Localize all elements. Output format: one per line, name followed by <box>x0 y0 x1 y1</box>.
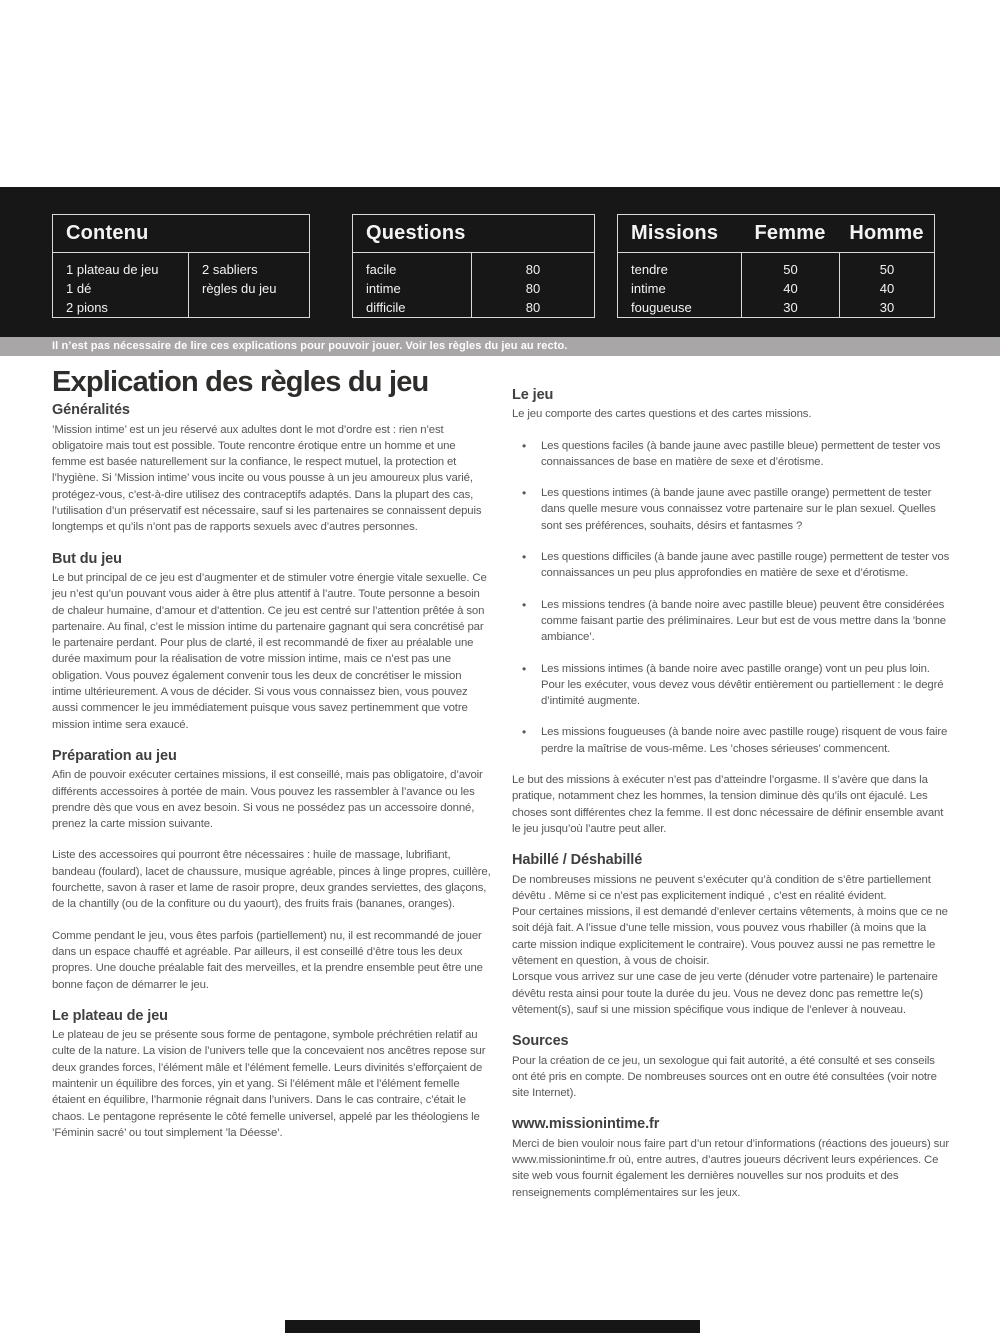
section-heading: www.missionintime.fr <box>512 1116 660 1133</box>
questions-body <box>353 253 594 317</box>
right-sections <box>512 387 952 1201</box>
list-item: • Les questions faciles (à bande jaune avec pastille bleue) permettent de tester vos connaissances de base en matière de sexe et d’érotisme. <box>512 438 952 471</box>
section <box>52 1008 492 1141</box>
bottom-crop-mark <box>285 1320 700 1333</box>
contenu-left-cell <box>53 253 188 317</box>
contenu-title: Contenu <box>53 215 309 253</box>
section-heading: But du jeu <box>52 550 122 567</box>
section-heading: Habillé / Déshabillé <box>512 852 643 869</box>
paragraph: Lorsque vous arrivez sur une case de jeu verte (dénuder votre partenaire) le partenaire dévêtu resta ainsi pour toute la durée du jeu. Vous ne devez donc pas remettre le(s) vêtement(s), sauf si une mission spécifique vous indique de l’enlever à nouveau. <box>512 971 938 1016</box>
section <box>52 748 492 993</box>
mission-count: 30 <box>783 300 798 315</box>
page-title: Explication des règles du jeu <box>52 366 429 398</box>
mission-count: 40 <box>879 281 895 296</box>
question-count: 80 <box>525 300 541 315</box>
mission-count: 30 <box>879 300 895 315</box>
section-heading: Généralités <box>52 402 130 419</box>
contenu-box <box>52 214 310 318</box>
paragraph: ’Mission intime’ est un jeu réservé aux adultes dont le mot d’ordre est : rien n’est obligatoire mais tout est possible. Toute rencontre érotique entre un homme et une femme est basée naturellement sur la confiance, le respect mutuel, la protection et l’hygiène. Si ’Mission intime’ vous incite ou vous pousse à un jeu amoureux plus varié, protégez-vous, c’est-à-dire utilisez des contraceptifs adaptés. Dans la plupart des cas, l’utilisation d’un préservatif est nécessaire, sauf si les partenaires se connaissent depuis longtemps et qu’ils n’ont pas de rapports sexuels avec d’autres personnes. <box>52 423 482 534</box>
paragraph: Merci de bien vouloir nous faire part d’un retour d’informations (réactions des joueurs) sur www.missionintime.fr où, entre autres, d’autres joueurs décrivent leurs expériences. Ce site web vous fournit également les dernières nouvelles sur nos produits et des renseignements complémentaires sur les jeux. <box>512 1137 949 1199</box>
questions-title: Questions <box>353 215 594 253</box>
contenu-item: 2 pions <box>66 300 108 315</box>
section <box>52 402 492 535</box>
mission-count: 40 <box>783 281 798 296</box>
mission-label: fougueuse <box>631 300 692 315</box>
question-count: 80 <box>525 281 541 296</box>
section <box>52 551 492 733</box>
missions-col-femme: Femme <box>754 222 826 244</box>
mission-label: intime <box>631 281 666 296</box>
left-sections <box>52 402 492 1141</box>
paragraph: Pour la création de ce jeu, un sexologue qui fait autorité, a été consulté et ses conseils ont été pris en compte. De nombreuses sources ont en outre été consultées (voir notre site Internet). <box>512 1054 937 1100</box>
section-heading: Le plateau de jeu <box>52 1007 168 1024</box>
missions-header <box>618 215 934 253</box>
questions-labels-cell <box>353 253 471 317</box>
paragraph: Le but principal de ce jeu est d’augmenter et de stimuler votre énergie vitale sexuelle. Ce jeu n’est qu’un pouvant vous aider à être plus attentif à l’autre. Toute personne a besoin de chaleur humaine, d’amour et d’attention. Ce jeu est centré sur l’attention prêtée à son partenaire. Au final, c’est le mission intime du partenaire gagnant qui sera concrétisé par le partenaire perdant. Pour plus de clarté, il est recommandé de fixer au préalable une durée maximum pour la réalisation de votre mission intime, mais ce n’est pas une obligation. Vous pouvez également convenir tous les deux de concrétiser le mission intime ultérieurement. A vous de décider. Si vous vous connaissez bien, vous pouvez aussi commencer le jeu immédiatement puisque vous savez pertinemment que votre mission intime sera exaucé. <box>52 571 487 731</box>
missions-homme-cell <box>839 253 934 317</box>
paragraph: Liste des accessoires qui pourront être nécessaires : huile de massage, lubrifiant, bandeau (foulard), lacet de chaussure, musique agréable, pinces à linge propres, cuillère, fourchette, savon à raser et lame de rasoir propre, deux grandes serviettes, des glaçons, de la chantilly (ou de la confiture ou du yaourt), des fruits frais (bananes, oranges). <box>52 849 491 911</box>
bullet-list <box>512 438 952 757</box>
contenu-item: règles du jeu <box>202 281 277 296</box>
missions-box <box>617 214 935 318</box>
questions-box <box>352 214 595 318</box>
missions-col-homme: Homme <box>849 222 924 244</box>
section <box>512 852 952 1018</box>
section <box>512 387 952 837</box>
section <box>512 1116 952 1200</box>
paragraph: Le plateau de jeu se présente sous forme de pentagone, symbole préchrétien relatif au culte de la nature. La vision de l’univers telle que la concevaient nos ancêtres repose sur deux grandes forces, l’élément mâle et l’élément femelle. Leurs divinités s’efforçaient de maintenir un équilibre des forces, yin et yang. Si l’élément mâle et l’élément femelle étaient en équilibre, l’harmonie régnait dans l’univers. Dans le cas contraire, c’était le chaos. Le pentagone représente le côté femelle universel, appelé par les théologiens le ’Féminin sacré’ ou tout simplement ’la Déesse’. <box>52 1029 486 1139</box>
section-heading: Le jeu <box>512 387 554 403</box>
right-column <box>512 381 952 1216</box>
missions-title: Missions <box>631 222 719 244</box>
section-heading: Sources <box>512 1033 569 1050</box>
list-item: • Les questions difficiles (à bande jaune avec pastille rouge) permettent de tester vos connaissances un peu plus approfondies en matière de sexe et d’érotisme. <box>512 549 952 582</box>
list-item: • Les questions intimes (à bande jaune avec pastille orange) permettent de tester dans quelle mesure vous connaissez votre partenaire sur le plan sexuel. Quelles sont ses préférences, souhaits, désirs et fantasmes ? <box>512 485 952 534</box>
paragraph: De nombreuses missions ne peuvent s’exécuter qu’à condition de s’être partiellement dévêtu . Même si ce n’est pas explicitement indiqué , c’est en réalité évident. <box>512 873 931 902</box>
missions-labels-cell <box>618 253 741 317</box>
list-item: • Les missions tendres (à bande noire avec pastille bleue) peuvent être considérées comme faisant partie des préliminaires. Leur but est de vous mettre dans la ’bonne ambiance’. <box>512 597 952 646</box>
question-label: difficile <box>366 300 406 315</box>
list-item: • Les missions intimes (à bande noire avec pastille orange) vont un peu plus loin. Pour les exécuter, vous devez vous dévêtir entièrement ou partiellement : le degré d’intimité augmente. <box>512 661 952 710</box>
notice-strip: Il n’est pas nécessaire de lire ces explications pour pouvoir jouer. Voir les règles du jeu au recto. <box>0 337 1000 356</box>
contenu-item: 1 dé <box>66 281 92 296</box>
question-label: facile <box>366 262 397 277</box>
contenu-item: 2 sabliers <box>202 262 258 277</box>
question-count: 80 <box>525 262 541 277</box>
questions-values-cell <box>471 253 594 317</box>
contenu-body <box>53 253 309 317</box>
section-heading: Préparation au jeu <box>52 747 177 764</box>
mission-count: 50 <box>879 262 895 277</box>
paragraph: Comme pendant le jeu, vous êtes parfois (partiellement) nu, il est recommandé de jouer dans un espace chauffé et agréable. Par ailleurs, il est conseillé d’être tous les deux propres. Une douche préalable fait des merveilles, et la prendre ensemble peut être une bonne façon de démarrer le jeu. <box>52 929 483 991</box>
section <box>512 1033 952 1101</box>
question-label: intime <box>366 281 401 296</box>
paragraph: Le jeu comporte des cartes questions et des cartes missions. <box>512 408 812 421</box>
missions-femme-cell <box>741 253 839 317</box>
contenu-item: 1 plateau de jeu <box>66 262 159 277</box>
left-column <box>52 366 492 1156</box>
missions-body <box>618 253 934 317</box>
mission-label: tendre <box>631 262 668 277</box>
paragraph: Pour certaines missions, il est demandé d’enlever certains vêtements, à moins que ce ne soit déjà fait. A l’issue d’une telle mission, vous pouvez vous rhabiller (à moins que la carte mission indique explicitement le contraire). Vous pouvez aussi ne pas remettre le vêtement en question, à vous de choisir. <box>512 906 948 968</box>
paragraph: Afin de pouvoir exécuter certaines missions, il est conseillé, mais pas obligatoire, d’avoir différents accessoires à portée de main. Vous pouvez les rassembler à l’avance ou les prendre dès que vous en avez besoin. Si vous ne possédez pas un accessoire donné, prenez la carte mission suivante. <box>52 769 483 831</box>
paragraph-group <box>512 872 952 1019</box>
mission-count: 50 <box>783 262 798 277</box>
paragraph: Le but des missions à exécuter n’est pas d’atteindre l’orgasme. Il s’avère que dans la pratique, notamment chez les hommes, la tension diminue dès qu’ils ont éjaculé. Les choses sont différentes chez la femme. Il est donc nécessaire de définir ensemble avant le jeu jusqu’où l’autre peut aller. <box>512 774 944 835</box>
top-summary-band <box>0 187 1000 337</box>
list-item: • Les missions fougueuses (à bande noire avec pastille rouge) risquent de vous faire perdre la maîtrise de vous-même. Les ’choses sérieuses’ commencent. <box>512 724 952 757</box>
contenu-right-cell <box>188 253 309 317</box>
